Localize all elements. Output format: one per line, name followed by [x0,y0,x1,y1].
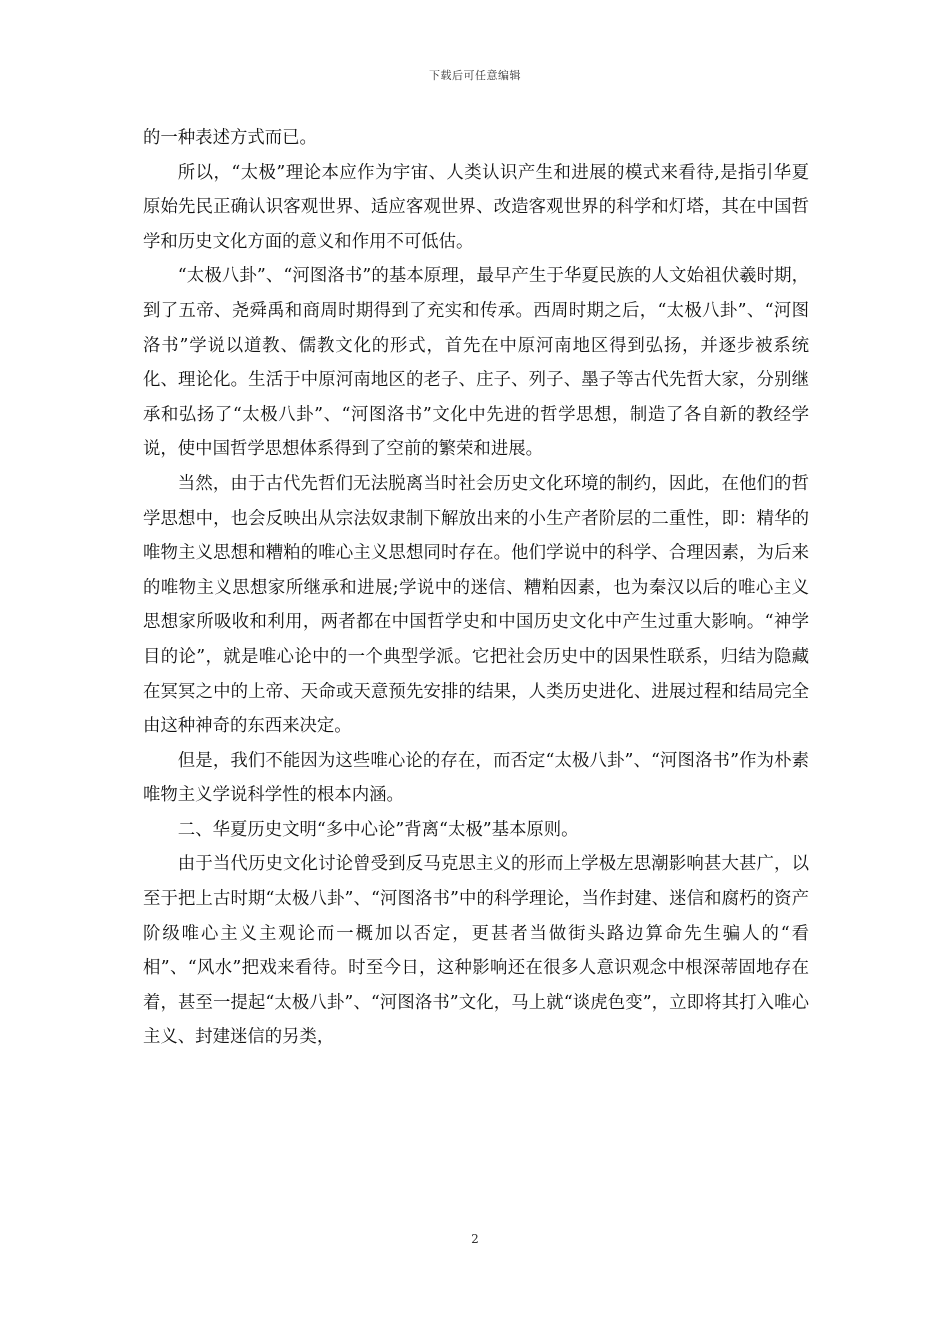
paragraph: “太极八卦”、“河图洛书”的基本原理，最早产生于华夏民族的人文始祖伏羲时期，到了五帝、尧舜禹和商周时期得到了充实和传承。西周时期之后，“太极八卦”、“河图洛书”学说以道教、儒教文化的形式，首先在中原河南地区得到弘扬，并逐步被系统化、理论化。生活于中原河南地区的老子、庄子、列子、墨子等古代先哲大家，分别继承和弘扬了“太极八卦”、“河图洛书”文化中先进的哲学思想，制造了各自新的教经学说，使中国哲学思想体系得到了空前的繁荣和进展。 [143,266,809,460]
page-number: 2 [471,1232,479,1246]
page-header: 下载后可任意编辑 [429,69,521,82]
paragraph: 所以，“太极”理论本应作为宇宙、人类认识产生和进展的模式来看待,是指引华夏原始先民正确认识客观世界、适应客观世界、改造客观世界的科学和灯塔，其在中国哲学和历史文化方面的意义和作用不可低估。 [143,162,809,252]
paragraph: 的一种表述方式而已。 [143,128,317,148]
section-heading: 二、华夏历史文明“多中心论”背离“太极”基本原则。 [177,819,579,840]
paragraph: 当然，由于古代先哲们无法脱离当时社会历史文化环境的制约，因此，在他们的哲学思想中，也会反映出从宗法奴隶制下解放出来的小生产者阶层的二重性，即：精华的唯物主义思想和糟粕的唯心主义思想同时存在。他们学说中的科学、合理因素，为后来的唯物主义思想家所继承和进展;学说中的迷信、糟粕因素，也为秦汉以后的唯心主义思想家所吸收和利用，两者都在中国哲学史和中国历史文化中产生过重大影响。“神学目的论”，就是唯心论中的一个典型学派。它把社会历史中的因果性联系，归结为隐藏在冥冥之中的上帝、天命或天意预先安排的结果，人类历史进化、进展过程和结局完全由这种神奇的东西来决定。 [143,473,809,737]
paragraph: 但是，我们不能因为这些唯心论的存在，而否定“太极八卦”、“河图洛书”作为朴素唯物主义学说科学性的根本内涵。 [143,750,809,806]
paragraph: 由于当代历史文化讨论曾受到反马克思主义的形而上学极左思潮影响甚大甚广，以至于把上古时期“太极八卦”、“河图洛书”中的科学理论，当作封建、迷信和腐朽的资产阶级唯心主义主观论而一概加以否定，更甚者当做街头路边算命先生骗人的“看相”、“风水”把戏来看待。时至今日，这种影响还在很多人意识观念中根深蒂固地存在着，甚至一提起“太极八卦”、“河图洛书”文化，马上就“谈虎色变”，立即将其打入唯心主义、封建迷信的另类， [143,854,809,1048]
document-body [143,121,809,1055]
